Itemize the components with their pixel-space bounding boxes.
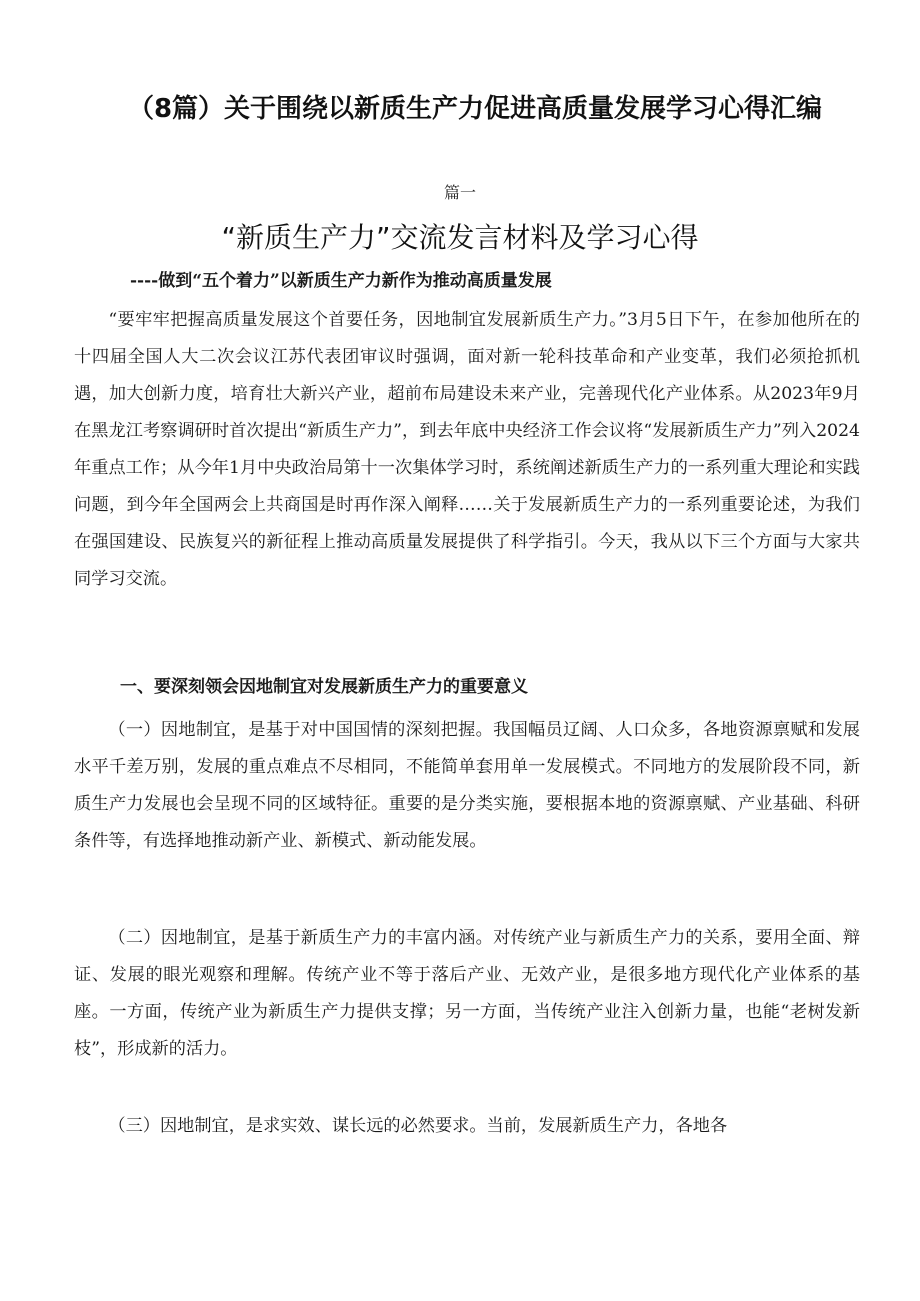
sub-paragraph-1: （一）因地制宜，是基于对中国国情的深刻把握。我国幅员辽阔、人口众多，各地资源禀赋和发展水平千差万别，发展的重点难点不尽相同，不能简单套用单一发展模式。不同地方的发展阶段不同，新质生产力发展也会呈现不同的区域特征。重要的是分类实施，要根据本地的资源禀赋、产业基础、科研条件等，有选择地推动新产业、新模式、新动能发展。 [74, 720, 860, 851]
sub-paragraph-3: （三）因地制宜，是求实效、谋长远的必然要求。当前，发展新质生产力，各地各 [108, 1116, 728, 1136]
chapter-label: 篇一 [443, 183, 476, 202]
document-title: （8篇）关于围绕以新质生产力促进高质量发展学习心得汇编 [127, 94, 823, 124]
section-heading: 一、要深刻领会因地制宜对发展新质生产力的重要意义 [120, 677, 528, 697]
sub-paragraph-2: （二）因地制宜，是基于新质生产力的丰富内涵。对传统产业与新质生产力的关系，要用全面、辩证、发展的眼光观察和理解。传统产业不等于落后产业、无效产业，是很多地方现代化产业体系的基座。一方面，传统产业为新质生产力提供支撑；另一方面，当传统产业注入创新力量，也能“老树发新枝”，形成新的活力。 [74, 928, 860, 1059]
article-title: “新质生产力”交流发言材料及学习心得 [221, 221, 699, 254]
intro-paragraph: “要牢牢把握高质量发展这个首要任务，因地制宜发展新质生产力。”3月5日下午，在参加他所在的十四届全国人大二次会议江苏代表团审议时强调，面对新一轮科技革命和产业变革，我们必须抢抓机遇，加大创新力度，培育壮大新兴产业，超前布局建设未来产业，完善现代化产业体系。从2023年9月在黑龙江考察调研时首次提出“新质生产力”，到去年底中央经济工作会议将“发展新质生产力”列入2024年重点工作；从今年1月中央政治局第十一次集体学习时，系统阐述新质生产力的一系列重大理论和实践问题，到今年全国两会上共商国是时再作深入阐释……关于发展新质生产力的一系列重要论述，为我们在强国建设、民族复兴的新征程上推动高质量发展提供了科学指引。今天，我从以下三个方面与大家共同学习交流。 [74, 310, 860, 589]
article-subtitle: ----做到“五个着力”以新质生产力新作为推动高质量发展 [130, 271, 552, 291]
